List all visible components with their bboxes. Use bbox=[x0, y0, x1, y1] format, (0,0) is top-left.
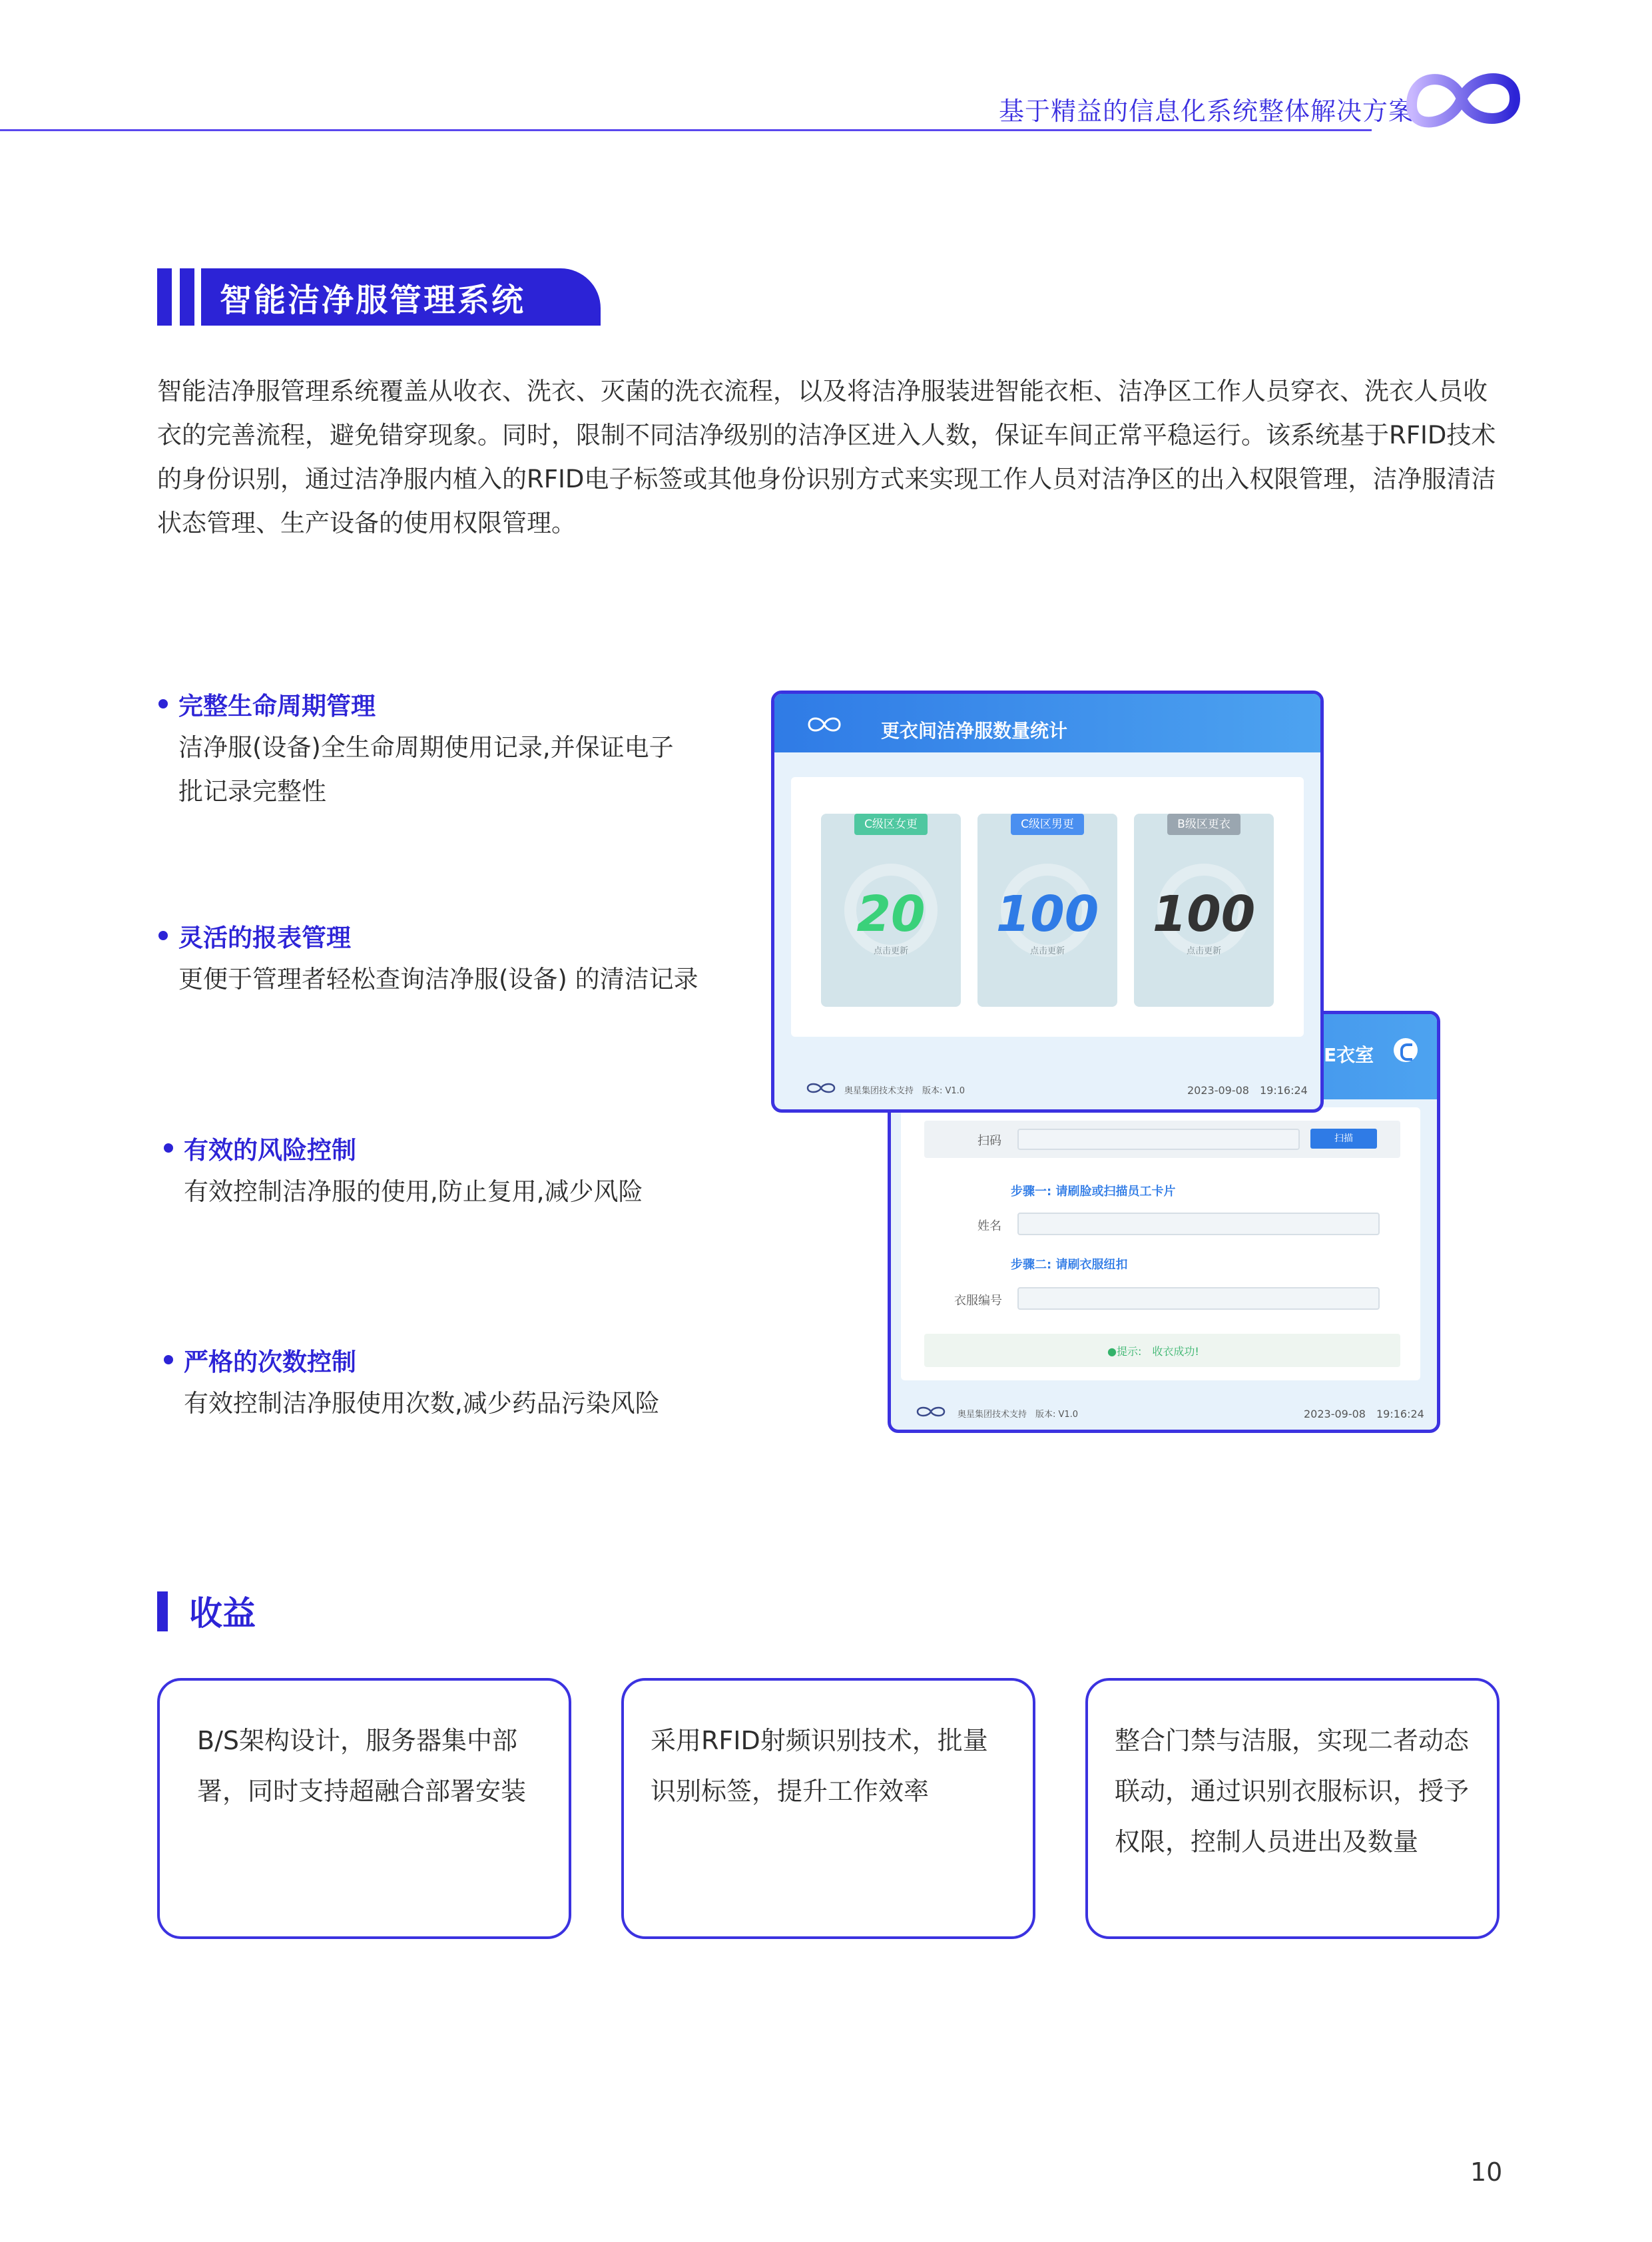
footer-datetime: 2023-09-08 19:16:24 bbox=[1304, 1408, 1424, 1420]
header-rule bbox=[0, 129, 1372, 131]
screenshot-clothing-stats bbox=[771, 691, 1324, 1113]
card-tag: C级区女更 bbox=[854, 814, 928, 835]
logout-icon[interactable] bbox=[1394, 1038, 1418, 1062]
benefits-title: 收益 bbox=[189, 1594, 256, 1633]
checkin-title: E衣室 bbox=[1324, 1044, 1374, 1066]
benefit-text: 采用RFID射频识别技术，批量识别标签，提升工作效率 bbox=[651, 1726, 988, 1806]
benefit-card bbox=[157, 1678, 571, 1939]
card-sub: 点击更新 bbox=[1186, 946, 1221, 956]
bullet-icon bbox=[158, 931, 168, 940]
name-label: 姓名 bbox=[977, 1219, 1001, 1233]
card-sub: 点击更新 bbox=[873, 946, 908, 956]
card-tag: C级区男更 bbox=[1011, 814, 1084, 835]
infinity-logo-icon bbox=[1398, 59, 1525, 139]
stat-card[interactable] bbox=[821, 814, 961, 1007]
stat-card[interactable] bbox=[977, 814, 1117, 1007]
cloth-input[interactable] bbox=[1017, 1287, 1380, 1310]
bullet-icon bbox=[164, 1355, 173, 1364]
card-sub: 点击更新 bbox=[1029, 946, 1065, 956]
hint-text: ●提示: 收衣成功! bbox=[1107, 1345, 1199, 1358]
bullet-icon bbox=[164, 1143, 173, 1153]
feature-heading: 有效的风险控制 bbox=[184, 1136, 356, 1165]
infinity-logo-icon bbox=[911, 1404, 951, 1420]
card-value: 100 bbox=[1152, 886, 1256, 943]
benefit-text: 整合门禁与洁服，实现二者动态联动，通过识别衣服标识，授予权限，控制人员进出及数量 bbox=[1115, 1726, 1470, 1856]
section-title: 智能洁净服管理系统 bbox=[220, 282, 526, 319]
benefits-bar bbox=[157, 1591, 168, 1631]
benefit-text: B/S架构设计，服务器集中部署，同时支持超融合部署安装 bbox=[197, 1726, 527, 1806]
section-title-bars bbox=[157, 268, 197, 326]
scan-label: 扫码 bbox=[977, 1134, 1001, 1148]
infinity-logo-icon bbox=[801, 1080, 841, 1096]
feature-text: 洁净服(设备)全生命周期使用记录,并保证电子批记录完整性 bbox=[178, 733, 674, 806]
stats-title: 更衣间洁净服数量统计 bbox=[881, 720, 1068, 742]
benefit-card bbox=[621, 1678, 1035, 1939]
card-value: 20 bbox=[856, 886, 926, 943]
card-tag: B级区更衣 bbox=[1167, 814, 1240, 835]
feature-text: 有效控制洁净服使用次数,减少药品污染风险 bbox=[184, 1389, 660, 1418]
bullet-icon bbox=[158, 699, 168, 708]
footer-version: 奥星集团技术支持 版本: V1.0 bbox=[958, 1410, 1079, 1420]
feature-heading: 灵活的报表管理 bbox=[178, 924, 351, 952]
step1-text: 步骤一: 请刷脸或扫描员工卡片 bbox=[1011, 1185, 1176, 1199]
infinity-logo-icon bbox=[801, 714, 848, 735]
scan-input[interactable] bbox=[1017, 1129, 1300, 1150]
cloth-label: 衣服编号 bbox=[954, 1294, 1002, 1308]
card-value: 100 bbox=[995, 886, 1099, 943]
step2-text: 步骤二: 请刷衣服纽扣 bbox=[1011, 1258, 1128, 1272]
feature-heading: 严格的次数控制 bbox=[184, 1348, 356, 1376]
section-intro: 智能洁净服管理系统覆盖从收衣、洗衣、灭菌的洗衣流程，以及将洁净服装进智能衣柜、洁净区工作人员穿衣、洗衣人员收衣的完善流程，避免错穿现象。同时，限制不同洁净级别的洁净区进入人数，保证车间正常平稳运行。该系统基于RFID技术的身份识别，通过洁净服内植入的RFID电子标签或其他身份识别方式来实现工作人员对洁净区的出入权限管理，洁净服清洁状态管理、生产设备的使用权限管理。 bbox=[157, 377, 1496, 537]
footer-version: 奥星集团技术支持 版本: V1.0 bbox=[844, 1086, 965, 1096]
feature-text: 有效控制洁净服的使用,防止复用,减少风险 bbox=[184, 1177, 643, 1206]
benefit-card bbox=[1085, 1678, 1500, 1939]
header-title: 基于精益的信息化系统整体解决方案 bbox=[999, 97, 1415, 126]
feature-heading: 完整生命周期管理 bbox=[178, 692, 376, 720]
scan-button[interactable]: 扫描 bbox=[1310, 1129, 1377, 1149]
name-input[interactable] bbox=[1017, 1213, 1380, 1235]
page-number: 10 bbox=[1470, 2157, 1503, 2187]
feature-text: 更便于管理者轻松查询洁净服(设备) 的清洁记录 bbox=[178, 965, 698, 993]
stat-card[interactable] bbox=[1134, 814, 1274, 1007]
footer-datetime: 2023-09-08 19:16:24 bbox=[1187, 1084, 1308, 1097]
